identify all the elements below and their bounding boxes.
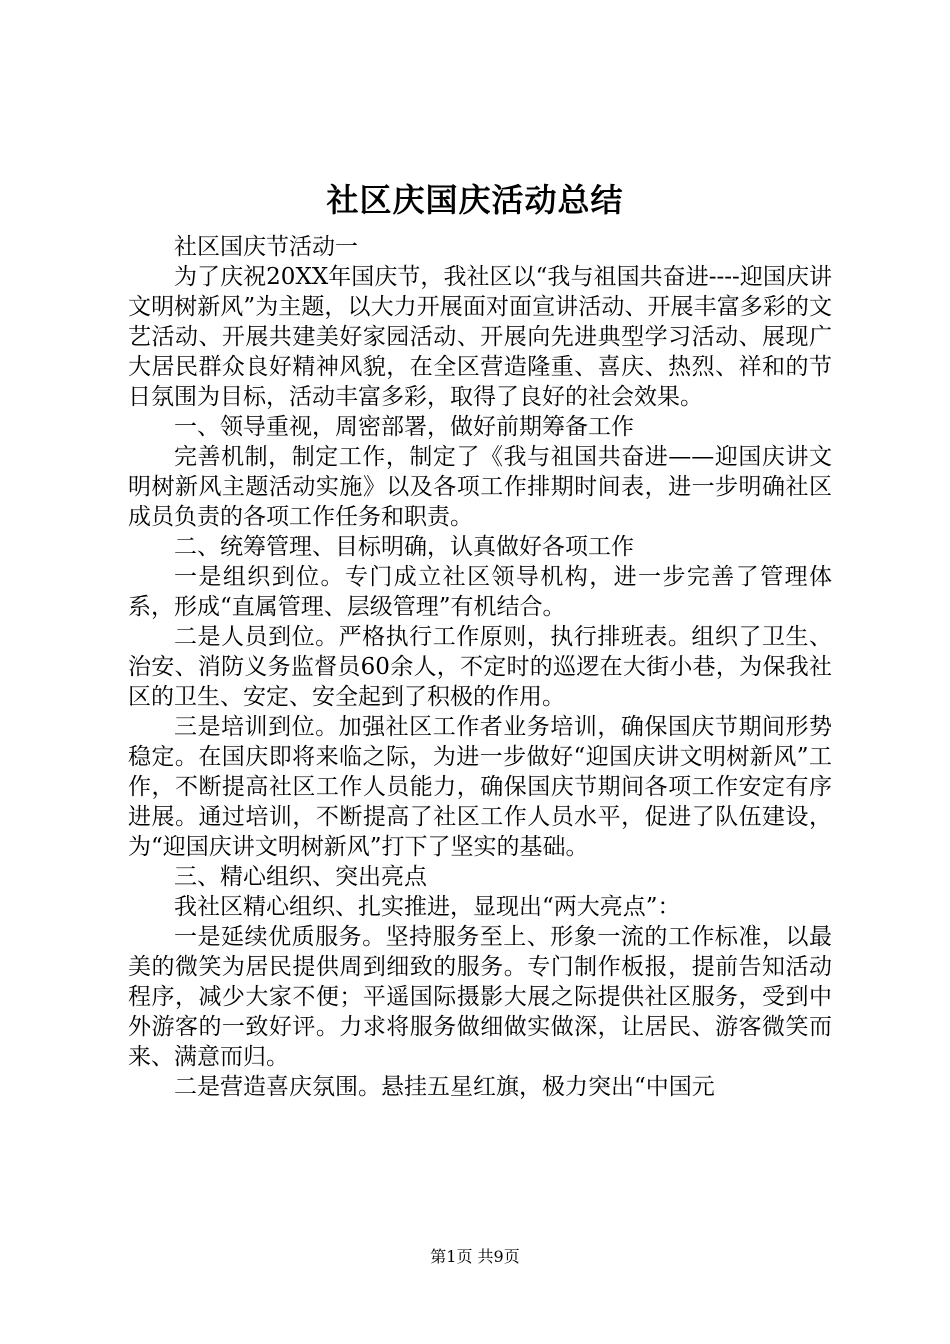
- paragraph: 为了庆祝20XX年国庆节，我社区以“我与祖国共奋进----迎国庆讲文明树新风”为主题，以大力开展面对面宣讲活动、开展丰富多彩的文艺活动、开展共建美好家园活动、开展向先进典型学习活动、展现广大居民群众良好精神风貌，在全区营造隆重、喜庆、热烈、祥和的节日氛围为目标，活动丰富多彩，取得了良好的社会效果。: [128, 264, 832, 410]
- paragraph: 二是人员到位。严格执行工作原则，执行排班表。组织了卫生、治安、消防义务监督员60余人，不定时的巡逻在大街小巷，为保我社区的卫生、安定、安全起到了积极的作用。: [128, 624, 832, 710]
- paragraph: 我社区精心组织、扎实推进，显现出“两大亮点”：: [174, 894, 681, 920]
- document-title: 社区庆国庆活动总结: [326, 181, 624, 219]
- paragraph: 二是营造喜庆氛围。悬挂五星红旗，极力突出“中国元: [174, 1074, 715, 1100]
- page-footer: 第1页 共9页: [430, 1247, 520, 1266]
- paragraph: 一是组织到位。专门成立社区领导机构，进一步完善了管理体系，形成“直属管理、层级管理”有机结合。: [128, 564, 832, 620]
- section-heading: 二、统筹管理、目标明确，认真做好各项工作: [174, 534, 634, 560]
- section-heading: 一、领导重视，周密部署，做好前期筹备工作: [174, 414, 634, 440]
- section-heading: 三、精心组织、突出亮点: [174, 864, 427, 890]
- paragraph: 完善机制，制定工作，制定了《我与祖国共奋进——迎国庆讲文明树新风主题活动实施》以及各项工作排期时间表，进一步明确社区成员负责的各项工作任务和职责。: [128, 444, 832, 530]
- paragraph: 社区国庆节活动一: [174, 234, 358, 260]
- paragraph: 三是培训到位。加强社区工作者业务培训，确保国庆节期间形势稳定。在国庆即将来临之际，为进一步做好“迎国庆讲文明树新风”工作，不断提高社区工作人员能力，确保国庆节期间各项工作安定有序进展。通过培训，不断提高了社区工作人员水平，促进了队伍建设，为“迎国庆讲文明树新风”打下了坚实的基础。: [128, 714, 832, 860]
- document-body: [128, 232, 832, 1102]
- paragraph: 一是延续优质服务。坚持服务至上、形象一流的工作标准，以最美的微笑为居民提供周到细致的服务。专门制作板报，提前告知活动程序，减少大家不便；平遥国际摄影大展之际提供社区服务，受到中外游客的一致好评。力求将服务做细做实做深，让居民、游客微笑而来、满意而归。: [128, 924, 832, 1070]
